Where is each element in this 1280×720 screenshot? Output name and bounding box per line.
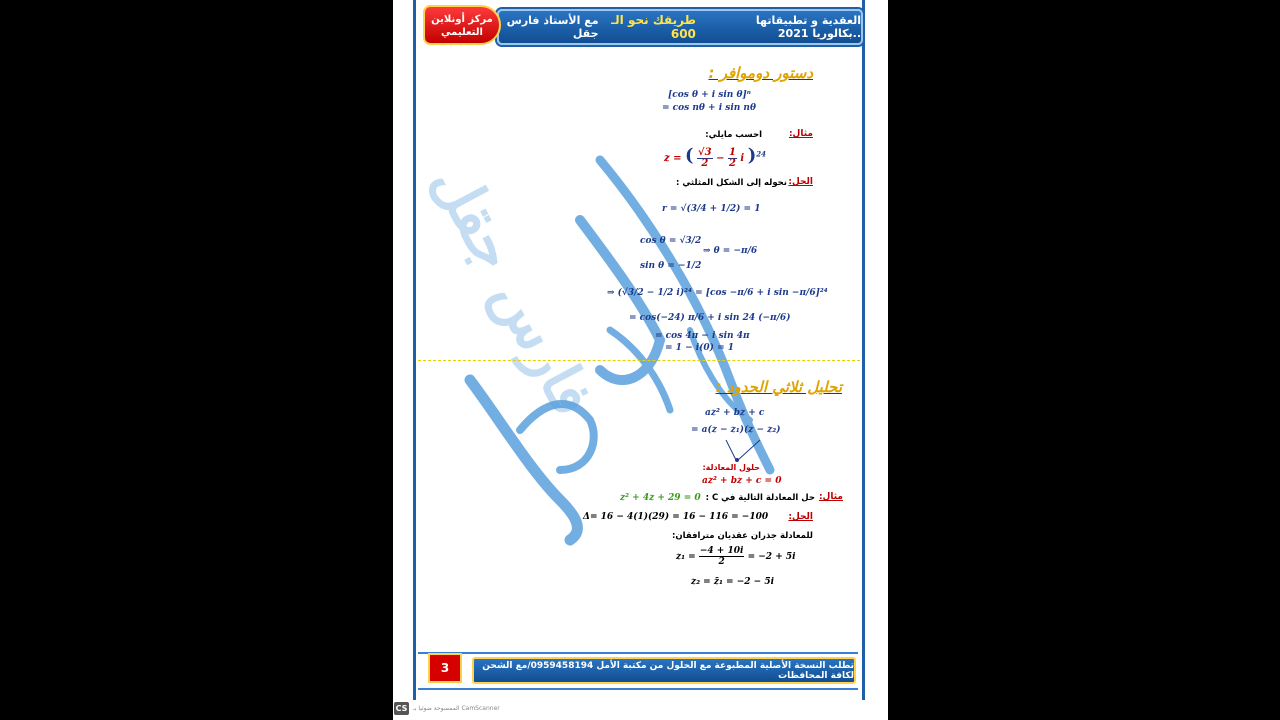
example-text: حل المعادلة التالية في C : <box>705 493 815 503</box>
math-line: = 1 − i(0) = 1 <box>665 343 735 353</box>
formula-line: = a(z − z₁)(z − z₂) <box>691 425 781 435</box>
roots-equation: az² + bz + c = 0 <box>702 476 782 486</box>
header-title-part3: مع الأستاذ فارس جقل <box>506 14 599 40</box>
example-lhs: z = <box>664 153 682 164</box>
badge-line1: مركز أونلاين <box>431 14 493 25</box>
badge-line2: التعليمي <box>441 27 483 38</box>
solution-label: الحل: <box>788 177 813 187</box>
delta-line: Δ= 16 − 4(1)(29) = 16 − 116 = −100 <box>583 512 769 522</box>
math-line: sin θ = −1/2 <box>640 261 702 271</box>
section-divider <box>418 360 860 361</box>
example-text: احسب مايلي: <box>705 130 762 140</box>
page-number: 3 <box>428 653 462 683</box>
footer-line <box>418 652 858 654</box>
z2-line: z₂ = z̄₁ = −2 − 5i <box>691 577 775 587</box>
formula-line: az² + bz + c <box>705 408 765 418</box>
section-heading-trinomial: تحليل ثلاثي الحدود : <box>715 378 842 396</box>
math-line: cos θ = √3/2 <box>640 236 702 246</box>
arrow-icon <box>720 436 770 466</box>
example-equation: z² + 4z + 29 = 0 <box>620 493 701 503</box>
header-badge <box>423 5 501 45</box>
z1-line: z₁ = $\frac{-4 + 10i}{2}$ = −2 + 5i <box>676 546 796 567</box>
footer-line <box>418 688 858 690</box>
math-line: = cos 4π − i sin 4π <box>655 331 750 341</box>
header-title-part1: العقدية و تطبيقاتها ..بكالوريا 2021 <box>755 14 861 40</box>
header-title-part2: طريقك نحو الـ 600 <box>611 13 696 41</box>
camscanner-logo-icon: CS <box>395 704 408 713</box>
scanner-watermark <box>394 702 514 718</box>
watermark-text: فارس جقل <box>419 153 608 427</box>
example-label: مثال: <box>818 492 843 502</box>
formula-line: [cos θ + i sin θ]ⁿ <box>668 90 751 100</box>
math-line: = cos(−24) π/6 + i sin 24 (−π/6) <box>629 313 791 323</box>
math-line: ⇒ (√3/2 − 1/2 i)²⁴ = [cos −π/6 + i sin −π/6]²⁴ <box>607 288 828 298</box>
section-heading-demoivre: دستور دوموافر : <box>708 64 813 82</box>
solution-label: الحل: <box>788 512 813 522</box>
solution-text: نحوله إلى الشكل المثلثي : <box>675 178 787 188</box>
math-line: r = √(3/4 + 1/2) = 1 <box>662 204 761 214</box>
header-title-bar <box>497 9 863 45</box>
footer-banner: تطلب النسخة الأصلية المطبوعة مع الحلول من مكتبة الأمل 0959458194/مع الشحن لكافة المحافظات <box>472 657 856 684</box>
scanner-text: الممسوحة ضوئيا بـ CamScanner <box>413 705 500 712</box>
formula-line: = cos nθ + i sin nθ <box>662 103 756 113</box>
fraction: $\frac{-4 + 10i}{2}$ <box>699 546 744 567</box>
fraction: $\frac{1}{2}$ <box>728 147 736 169</box>
roots-text: للمعادلة جذران عقديان مترافقان: <box>672 531 813 541</box>
math-line: ⇒ θ = −π/6 <box>703 246 758 256</box>
example-label: مثال: <box>788 129 813 139</box>
example-expression: z = ( $\frac{√3}{2}$ − $\frac{1}{2}$ i )$^{24}$ <box>664 145 766 169</box>
roots-label: حلول المعادلة: <box>702 463 760 472</box>
fraction: $\frac{√3}{2}$ <box>698 147 712 169</box>
